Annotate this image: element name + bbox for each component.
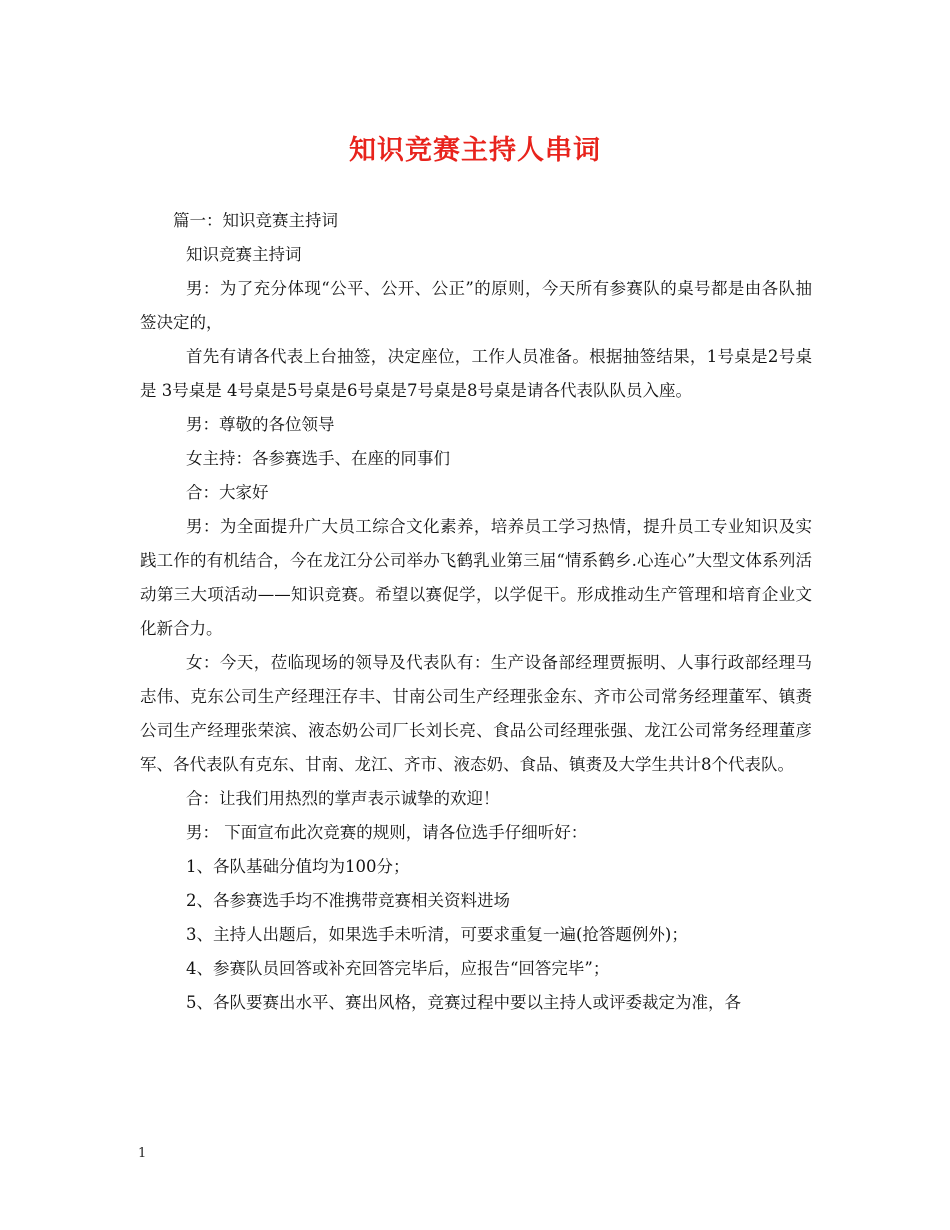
document-body: [140, 204, 812, 1020]
paragraph: 女：今天，莅临现场的领导及代表队有：生产设备部经理贾振明、人事行政部经理马志伟、克东公司生产经理汪存丰、甘南公司生产经理张金东、齐市公司常务经理董军、镇赉公司生产经理张荣滨、液态奶公司厂长刘长亮、食品公司经理张强、龙江公司常务经理董彦军、各代表队有克东、甘南、龙江、齐市、液态奶、食品、镇赉及大学生共计8个代表队。: [140, 653, 812, 774]
rule-item: 3、主持人出题后，如果选手未听清，可要求重复一遍(抢答题例外)；: [186, 925, 688, 944]
paragraph: 男： 下面宣布此次竞赛的规则，请各位选手仔细听好：: [186, 823, 588, 842]
rule-item: 4、参赛队员回答或补充回答完毕后，应报告“回答完毕”；: [186, 959, 610, 978]
paragraph: 合：让我们用热烈的掌声表示诚挚的欢迎！: [186, 789, 500, 808]
paragraph: 合：大家好: [186, 483, 269, 502]
paragraph: 男：为了充分体现“公平、公开、公正”的原则，今天所有参赛队的桌号都是由各队抽签决定的，: [140, 279, 812, 332]
rule-item: 2、各参赛选手均不准携带竞赛相关资料进场: [186, 891, 510, 910]
section-heading: 篇一：知识竞赛主持词: [173, 211, 338, 230]
rule-item: 1、各队基础分值均为100分；: [186, 857, 410, 876]
paragraph: 男：为全面提升广大员工综合文化素养，培养员工学习热情，提升员工专业知识及实践工作的有机结合，今在龙江分公司举办飞鹤乳业第三届“情系鹤乡.心连心”大型文体系列活动第三大项活动——知识竞赛。希望以赛促学，以学促干。形成推动生产管理和培育企业文化新合力。: [140, 517, 812, 638]
document-title: 知识竞赛主持人串词: [349, 135, 601, 166]
paragraph: 首先有请各代表上台抽签，决定座位，工作人员准备。根据抽签结果，1号桌是2号桌是 3号桌是 4号桌是5号桌是6号桌是7号桌是8号桌是请各代表队队员入座。: [140, 347, 812, 400]
paragraph: 女主持：各参赛选手、在座的同事们: [186, 449, 450, 468]
page-number: 1: [138, 1146, 147, 1161]
paragraph: 男：尊敬的各位领导: [186, 415, 335, 434]
subsection-heading: 知识竞赛主持词: [186, 245, 302, 264]
rule-item: 5、各队要赛出水平、赛出风格，竞赛过程中要以主持人或评委裁定为准，各: [186, 993, 741, 1012]
